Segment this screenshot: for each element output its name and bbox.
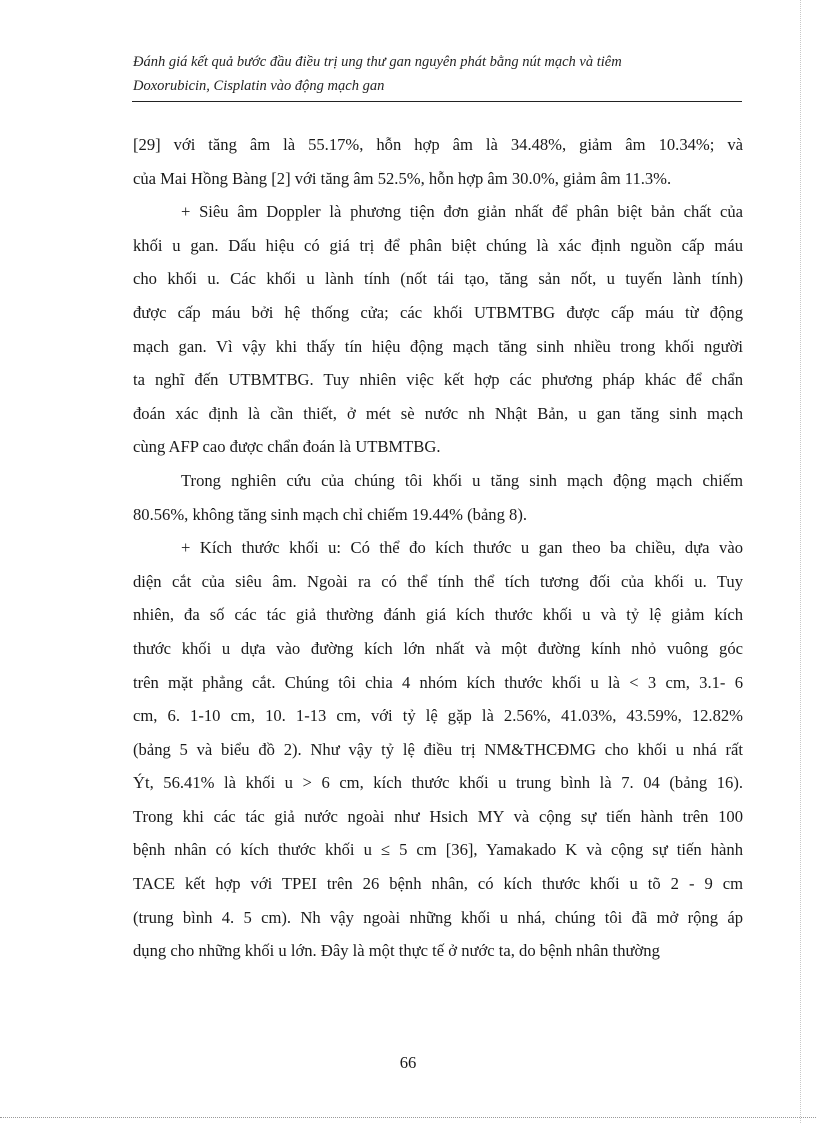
text-line: + Kích thước khối u: Có thể đo kích thước u gan theo ba chiều, dựa vào (181, 538, 743, 558)
text-line: thước khối u dựa vào đường kích lớn nhất và một đường kính nhỏ vuông góc (133, 638, 743, 658)
header-rule (132, 101, 742, 102)
right-dotted-border (800, 0, 801, 1123)
header-line-2: Doxorubicin, Cisplatin vào động mạch gan (133, 78, 385, 94)
text-line: cùng AFP cao được chẩn đoán là UTBMTBG. (133, 437, 441, 457)
text-line: cm, 6. 1-10 cm, 10. 1-13 cm, với tỷ lệ gặp là 2.56%, 41.03%, 43.59%, 12.82% (133, 706, 743, 726)
body-text (133, 128, 743, 968)
text-line: cho khối u. Các khối u lành tính (nốt tái tạo, tăng sản nốt, u tuyến lành tính) (133, 269, 743, 289)
text-line: của Mai Hồng Bàng [2] với tăng âm 52.5%, hỗn hợp âm 30.0%, giảm âm 11.3%. (133, 168, 672, 188)
text-line: (bảng 5 và biểu đồ 2). Như vậy tỷ lệ điều trị NM&THCĐMG cho khối u nhá rất (133, 739, 743, 759)
page-number: 66 (399, 1053, 417, 1072)
text-line: khối u gan. Dấu hiệu có giá trị để phân biệt chúng là xác định nguồn cấp máu (133, 235, 743, 255)
footer-dotted-border (0, 1117, 816, 1118)
text-line: nhiên, đa số các tác giả thường đánh giá kích thước khối u và tỷ lệ giảm kích (133, 605, 743, 625)
text-line: Trong khi các tác giả nước ngoài như Hsich MY và cộng sự tiến hành trên 100 (133, 806, 743, 826)
text-line: dụng cho những khối u lớn. Đây là một thực tế ở nước ta, do bệnh nhân thường (133, 941, 660, 961)
text-line: mạch gan. Vì vậy khi thấy tín hiệu động mạch tăng sinh nhiều trong khối người (133, 336, 743, 356)
text-line: [29] với tăng âm là 55.17%, hỗn hợp âm là 34.48%, giảm âm 10.34%; và (133, 135, 743, 154)
text-line: bệnh nhân có kích thước khối u ≤ 5 cm [36], Yamakado K và cộng sự tiến hành (133, 840, 743, 860)
text-line: đoán xác định là cần thiết, ở mét sè nước nh Nhật Bản, u gan tăng sinh mạch (133, 403, 743, 423)
text-line: (trung bình 4. 5 cm). Nh vậy ngoài những khối u nhá, chúng tôi đã mở rộng áp (133, 907, 743, 927)
text-line: được cấp máu bởi hệ thống cửa; các khối UTBMTBG được cấp máu từ động (133, 302, 743, 322)
running-header (133, 50, 743, 98)
text-line: diện cắt của siêu âm. Ngoài ra có thể tính thể tích tương đối của khối u. Tuy (133, 571, 743, 591)
text-line: Ýt, 56.41% là khối u > 6 cm, kích thước khối u trung bình là 7. 04 (bảng 16). (133, 773, 743, 793)
text-line: trên mặt phẳng cắt. Chúng tôi chia 4 nhóm kích thước khối u là < 3 cm, 3.1- 6 (133, 672, 743, 692)
header-line-1: Đánh giá kết quả bước đầu điều trị ung thư gan nguyên phát bằng nút mạch và tiêm (133, 54, 622, 70)
text-line: TACE kết hợp với TPEI trên 26 bệnh nhân, có kích thước khối u tõ 2 - 9 cm (133, 874, 743, 894)
text-line: ta nghĩ đến UTBMTBG. Tuy nhiên việc kết hợp các phương pháp khác để chẩn (133, 370, 743, 390)
text-line: + Siêu âm Doppler là phương tiện đơn giản nhất để phân biệt bản chất của (181, 202, 743, 222)
text-line: Trong nghiên cứu của chúng tôi khối u tăng sinh mạch động mạch chiếm (181, 470, 743, 490)
text-line: 80.56%, không tăng sinh mạch chỉ chiếm 19.44% (bảng 8). (133, 504, 528, 524)
